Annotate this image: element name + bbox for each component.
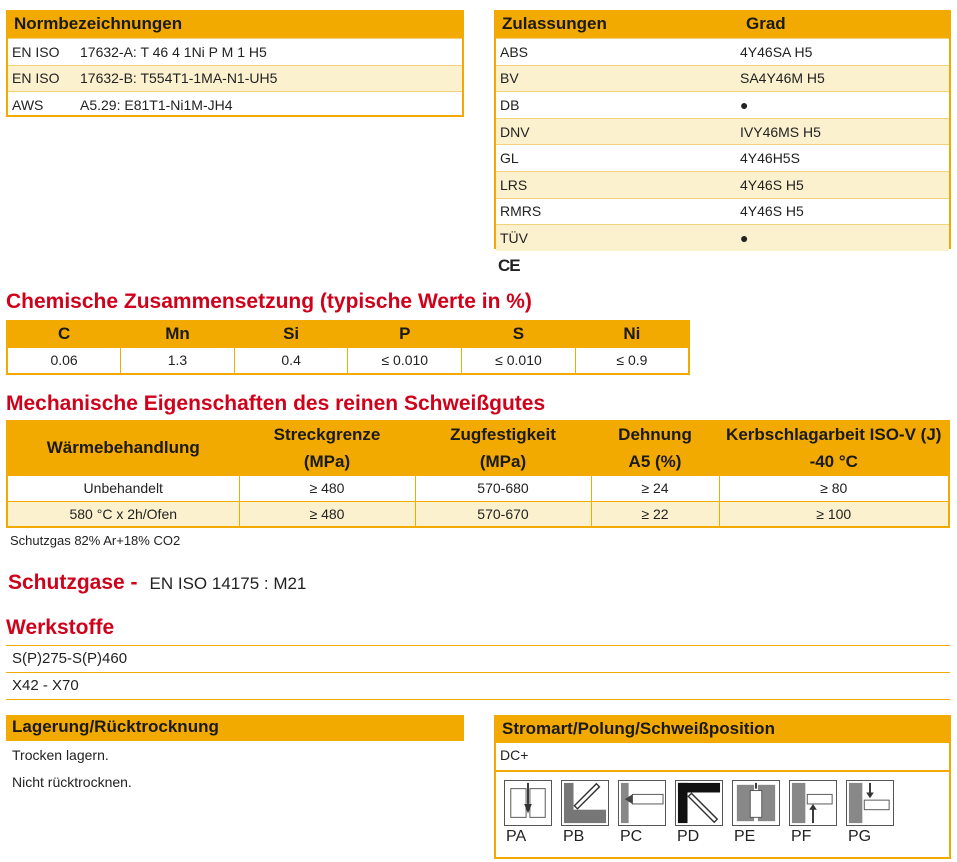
zulassung-grad: IVY46MS H5 — [740, 123, 821, 140]
zulassungen-col-label: Zulassungen — [502, 14, 607, 33]
position-pc — [618, 780, 666, 846]
waerme-cell: 580 °C x 2h/Ofen — [7, 501, 239, 527]
ce-mark: CE — [498, 256, 520, 275]
element-value: 1.3 — [121, 347, 235, 374]
element-header: S — [462, 321, 576, 347]
zulassung-row — [496, 144, 949, 171]
zulassung-name: DNV — [500, 123, 530, 140]
zulassung-row — [496, 171, 949, 198]
element-value: ≤ 0.010 — [462, 347, 576, 374]
zulassung-grad: 4Y46S H5 — [740, 203, 804, 220]
zulassung-name: RMRS — [500, 203, 542, 220]
element-header: Si — [234, 321, 348, 347]
zulassung-name: BV — [500, 70, 519, 87]
schutzgase-value: EN ISO 14175 : M21 — [149, 574, 307, 593]
position-label: PB — [563, 828, 585, 845]
dehn-unit: A5 (%) — [591, 448, 719, 475]
schutzgase-title: Schutzgase - — [8, 571, 138, 594]
position-label: PG — [848, 828, 872, 845]
zug-cell: 570-680 — [415, 475, 591, 501]
kerb-temp: -40 °C — [719, 448, 949, 475]
norm-standard: EN ISO — [12, 70, 60, 87]
norm-value: A5.29: E81T1-Ni1M-JH4 — [80, 96, 233, 113]
list-item: X42 - X70 — [6, 673, 950, 700]
streck-header: Streckgrenze — [239, 421, 415, 448]
normbezeichnungen-title: Normbezeichnungen — [8, 12, 462, 38]
werkstoffe-title: Werkstoffe — [6, 616, 115, 639]
element-header: Ni — [575, 321, 689, 347]
chemie-table — [6, 320, 690, 375]
welding-position-pe-icon — [732, 780, 780, 826]
position-pa — [504, 780, 552, 846]
norm-value: 17632-A: T 46 4 1Ni P M 1 H5 — [80, 43, 267, 60]
element-value: ≤ 0.010 — [348, 347, 462, 374]
zulassung-grad: ● — [740, 96, 749, 113]
zulassung-row — [496, 65, 949, 92]
zulassung-name: TÜV — [500, 229, 528, 246]
welding-position-pc-icon — [618, 780, 666, 826]
zulassung-name: LRS — [500, 176, 528, 193]
stromart-box — [494, 715, 951, 859]
position-pd — [675, 780, 723, 846]
position-pe — [732, 780, 780, 846]
norm-value: 17632-B: T554T1-1MA-N1-UH5 — [80, 70, 278, 87]
zulassungen-rows — [496, 38, 949, 251]
kerb-cell: ≥ 100 — [719, 501, 949, 527]
lagerung-title: Lagerung/Rücktrocknung — [6, 715, 464, 741]
zulassung-row — [496, 118, 949, 145]
streck-unit: (MPa) — [239, 448, 415, 475]
zulassung-name: ABS — [500, 43, 529, 60]
lagerung-box — [6, 715, 464, 743]
streck-cell: ≥ 480 — [239, 501, 415, 527]
dehn-cell: ≥ 24 — [591, 475, 719, 501]
stromart-title: Stromart/Polung/Schweißposition — [496, 717, 949, 743]
zulassung-grad: 4Y46SA H5 — [740, 43, 813, 60]
table-row — [7, 475, 949, 501]
position-label: PF — [791, 828, 812, 845]
list-item: S(P)275-S(P)460 — [6, 646, 950, 673]
welding-position-pg-icon — [846, 780, 894, 826]
norm-standard: EN ISO — [12, 43, 60, 60]
chemie-header-row — [7, 321, 689, 347]
position-pb — [561, 780, 609, 846]
table-row — [7, 501, 949, 527]
chemie-values-row — [7, 347, 689, 374]
kerb-cell: ≥ 80 — [719, 475, 949, 501]
norm-row — [8, 38, 462, 65]
zug-cell: 570-670 — [415, 501, 591, 527]
schutzgase-line — [8, 571, 306, 595]
zulassung-name: GL — [500, 150, 519, 167]
element-header: Mn — [121, 321, 235, 347]
zulassungen-box — [494, 10, 951, 249]
waerme-header: Wärmebehandlung — [7, 421, 239, 475]
zulassung-grad: SA4Y46M H5 — [740, 70, 825, 87]
positions-row — [496, 772, 949, 846]
mechanik-header-row — [7, 421, 949, 448]
element-header: P — [348, 321, 462, 347]
welding-position-pb-icon — [561, 780, 609, 826]
welding-position-pd-icon — [675, 780, 723, 826]
zulassung-name: DB — [500, 96, 520, 113]
position-label: PE — [734, 828, 756, 845]
zulassung-grad: ● — [740, 229, 749, 246]
lagerung-line: Nicht rücktrocknen. — [12, 774, 132, 790]
zulassungen-header — [496, 12, 949, 38]
position-label: PC — [620, 828, 643, 845]
zulassung-row — [496, 224, 949, 251]
zulassung-grad: 4Y46S H5 — [740, 176, 804, 193]
streck-cell: ≥ 480 — [239, 475, 415, 501]
zulassung-row — [496, 198, 949, 225]
kerb-header: Kerbschlagarbeit ISO-V (J) — [719, 421, 949, 448]
zug-header: Zugfestigkeit — [415, 421, 591, 448]
norm-row — [8, 91, 462, 118]
stromart-value: DC+ — [496, 743, 949, 772]
waerme-cell: Unbehandelt — [7, 475, 239, 501]
dehn-header: Dehnung — [591, 421, 719, 448]
zulassung-grad: 4Y46H5S — [740, 150, 800, 167]
mechanik-title: Mechanische Eigenschaften des reinen Schweißgutes — [6, 392, 546, 415]
chemie-title: Chemische Zusammensetzung (typische Werte in %) — [6, 290, 532, 313]
element-header: C — [7, 321, 121, 347]
welding-position-pa-icon — [504, 780, 552, 826]
zulassung-row — [496, 38, 949, 65]
position-label: PD — [677, 828, 700, 845]
position-pg — [846, 780, 894, 846]
zulassung-row — [496, 91, 949, 118]
element-value: 0.06 — [7, 347, 121, 374]
mechanik-table — [6, 420, 950, 528]
norm-row — [8, 65, 462, 92]
position-label: PA — [506, 828, 527, 845]
zug-unit: (MPa) — [415, 448, 591, 475]
mechanik-note: Schutzgas 82% Ar+18% CO2 — [10, 533, 181, 548]
grad-col-label: Grad — [746, 14, 786, 33]
element-value: 0.4 — [234, 347, 348, 374]
position-pf — [789, 780, 837, 846]
welding-position-pf-icon — [789, 780, 837, 826]
normbezeichnungen-box — [6, 10, 464, 117]
dehn-cell: ≥ 22 — [591, 501, 719, 527]
element-value: ≤ 0.9 — [575, 347, 689, 374]
lagerung-line: Trocken lagern. — [12, 747, 109, 763]
norm-standard: AWS — [12, 96, 44, 113]
